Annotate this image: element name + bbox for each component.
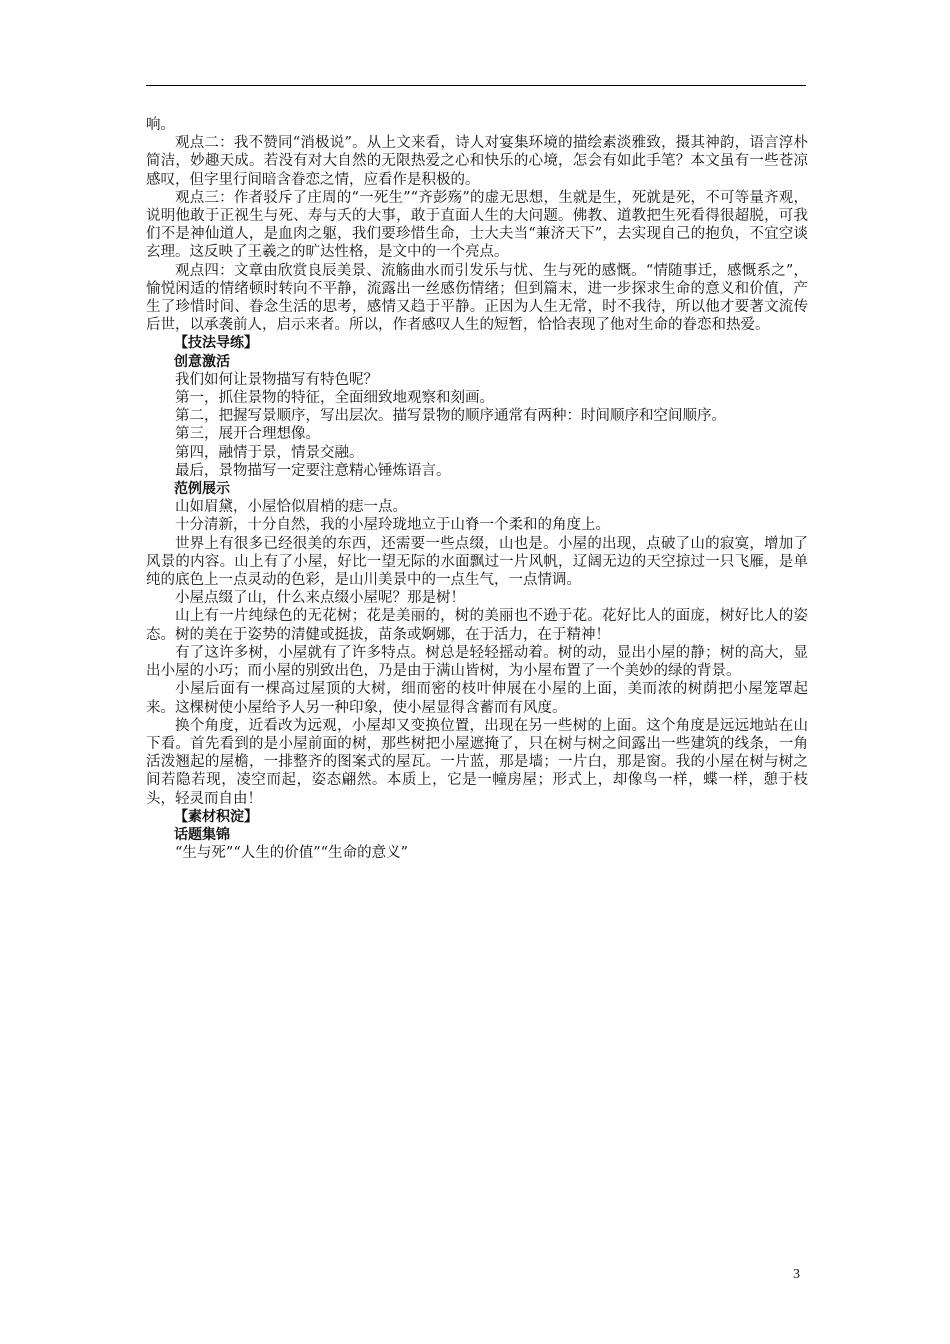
section-heading-technique: 【技法导练】 [174,335,258,352]
paragraph-example-8: 换个角度，近看改为远观，小屋却又变换位置，出现在另一些树的上面。这个角度是远远地站在山下看。首先看到的是小屋前面的树，那些树把小屋遮掩了，只在树与树之间露出一些建筑的线条，一角活泼翘起的屋檐，一排整齐的图案式的屋瓦。一片蓝，那是墙；一片白，那是窗。我的小屋在树与树之间若隐若现，凌空而起，姿态翩然。本质上，它是一幢房屋；形式上，却像鸟一样，蝶一样，憩于枝头，轻灵而自由！ [146,717,808,807]
paragraph-viewpoint-two: 观点二：我不赞同“消极说”。从上文来看，诗人对宴集环境的描绘素淡雅致，摄其神韵，语言淳朴简洁，妙趣天成。若没有对大自然的无限热爱之心和快乐的心境，怎会有如此手笔？本文虽有一些苍凉感叹，但字里行间暗含眷恋之情，应看作是积极的。 [146,135,808,188]
paragraph-viewpoint-three: 观点三：作者驳斥了庄周的“一死生”“齐彭殇”的虚无思想，生就是生，死就是死，不可等量齐观，说明他敢于正视生与死、寿与夭的大事，敢于直面人生的大问题。佛教、道教把生死看得很超脱，可我们不是神仙道人，是血肉之躯，我们要珍惜生命，士大夫当“兼济天下”，去实现自己的抱负，不宜空谈玄理。这反映了王羲之的旷达性格，是文中的一个亮点。 [146,189,808,261]
paragraph-continuation: 响。 [146,117,175,133]
paragraph-example-4: 小屋点缀了山，什么来点缀小屋呢？那是树！ [175,590,465,607]
paragraph-example-6: 有了这许多树，小屋就有了许多特点。树总是轻轻摇动着。树的动，显出小屋的静；树的高大，显出小屋的小巧；而小屋的别致出色，乃是由于满山皆树，为小屋布置了一个美妙的绿的背景。 [146,644,808,680]
document-body [146,116,808,862]
page-number: 3 [793,1267,800,1282]
section-heading-material: 【素材积淀】 [174,808,258,825]
paragraph-first: 第一，抓住景物的特征，全面细致地观察和刻画。 [175,390,494,407]
paragraph-fourth: 第四，融情于景，情景交融。 [175,444,364,461]
header-rule [146,85,806,86]
paragraph-topics: “生与死”“人生的价值”“生命的意义” [175,845,408,862]
paragraph-example-2: 十分清新，十分自然，我的小屋玲珑地立于山脊一个柔和的角度上。 [175,517,610,534]
paragraph-example-3: 世界上有很多已经很美的东西，还需要一些点缀，山也是。小屋的出现，点破了山的寂寞，增加了风景的内容。山上有了小屋，好比一望无际的水面飘过一片风帆，辽阔无边的天空掠过一只飞雁，是单纯的底色上一点灵动的色彩，是山川美景中的一点生气，一点情调。 [146,535,808,589]
paragraph-example-5: 山上有一片纯绿色的无花树；花是美丽的，树的美丽也不逊于花。花好比人的面庞，树好比人的姿态。树的美在于姿势的清健或挺拔，苗条或婀娜，在于活力，在于精神！ [146,608,808,643]
paragraph-example-7: 小屋后面有一棵高过屋顶的大树，细而密的枝叶伸展在小屋的上面，美而浓的树荫把小屋笼罩起来。这棵树使小屋给予人另一种印象，使小屋显得含蓄而有风度。 [146,681,808,716]
subheading-topics: 话题集锦 [174,826,230,843]
paragraph-last: 最后，景物描写一定要注意精心锤炼语言。 [175,462,451,479]
paragraph-viewpoint-four: 观点四：文章由欣赏良辰美景、流觞曲水而引发乐与忧、生与死的感慨。“情随事迁，感慨系之”，愉悦闲适的情绪顿时转向不平静，流露出一丝感伤情绪；但到篇末，进一步探求生命的意义和价值，产生了珍惜时间、眷念生活的思考，感情又趋于平静。正因为人生无常，时不我待，所以他才要著文流传后世，以承袭前人，启示来者。所以，作者感叹人生的短暂，恰恰表现了他对生命的眷恋和热爱。 [146,262,808,334]
paragraph-question: 我们如何让景物描写有特色呢？ [175,371,378,388]
paragraph-second: 第二，把握写景顺序，写出层次。描写景物的顺序通常有两种：时间顺序和空间顺序。 [175,408,726,425]
paragraph-example-1: 山如眉黛，小屋恰似眉梢的痣一点。 [175,499,407,516]
subheading-example: 范例展示 [174,481,230,498]
subheading-creative: 创意激活 [174,353,230,370]
paragraph-third: 第三，展开合理想像。 [175,426,320,443]
